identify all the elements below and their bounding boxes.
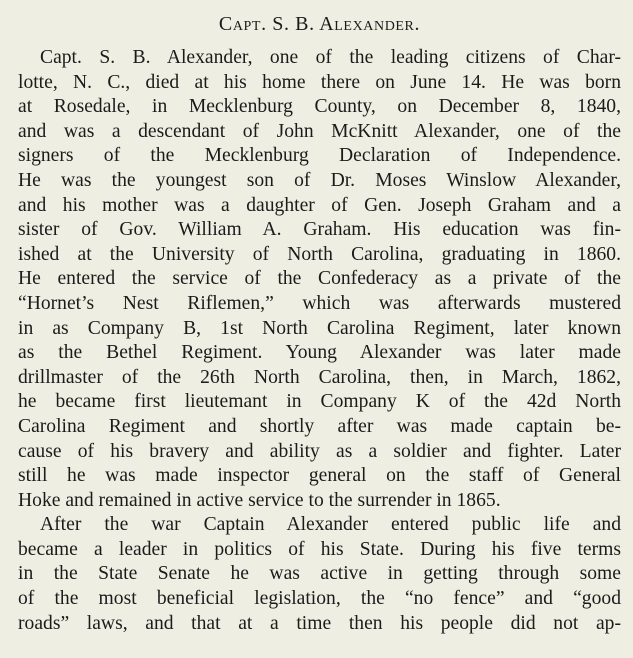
text-line: as the Bethel Regiment. Young Alexander was later made: [18, 342, 621, 364]
text-line: signers of the Mecklenburg Declaration of Independence.: [18, 145, 621, 167]
text-line: drillmaster of the 26th North Carolina, then, in March, 1862,: [18, 366, 621, 388]
text-line: and his mother was a daughter of Gen. Joseph Graham and a: [18, 194, 621, 216]
text-line: Capt. S. B. Alexander, one of the leading citizens of Char-: [40, 47, 621, 68]
text-line: sister of Gov. William A. Graham. His education was fin-: [18, 219, 621, 241]
text-line: After the war Captain Alexander entered public life and: [40, 514, 621, 536]
article-body: [18, 46, 621, 636]
text-line: roads” laws, and that at a time then his people did not ap-: [18, 612, 621, 634]
text-line: ished at the University of North Carolina, graduating in 1860.: [18, 243, 621, 265]
text-line: He entered the service of the Confederacy as a private of the: [18, 268, 621, 290]
text-line: in as Company B, 1st North Carolina Regiment, later known: [18, 317, 621, 339]
text-line: cause of his bravery and ability as a soldier and fighter. Later: [18, 440, 621, 462]
text-line: and was a descendant of John McKnitt Alexander, one of the: [18, 120, 621, 142]
text-line: Hoke and remained in active service to the surrender in 1865.: [18, 489, 501, 511]
text-line: still he was made inspector general on the staff of General: [18, 465, 621, 487]
paragraph-2: [18, 513, 621, 636]
text-line: lotte, N. C., died at his home there on June 14. He was born: [18, 71, 621, 93]
text-line: in the State Senate he was active in getting through some: [18, 563, 621, 585]
text-line: He was the youngest son of Dr. Moses Winslow Alexander,: [18, 169, 621, 191]
text-line: became a leader in politics of his State. During his five terms: [18, 538, 621, 560]
text-line: he became first lieutemant in Company K of the 42d North: [18, 391, 621, 413]
text-line: of the most beneficial legislation, the “no fence” and “good: [18, 588, 621, 610]
text-line: “Hornet’s Nest Riflemen,” which was afterwards mustered: [18, 292, 621, 314]
text-line: at Rosedale, in Mecklenburg County, on December 8, 1840,: [18, 96, 621, 118]
article-heading: Capt. S. B. Alexander.: [218, 13, 421, 35]
text-line: Carolina Regiment and shortly after was made captain be-: [18, 415, 621, 437]
paragraph-1: [18, 46, 621, 513]
